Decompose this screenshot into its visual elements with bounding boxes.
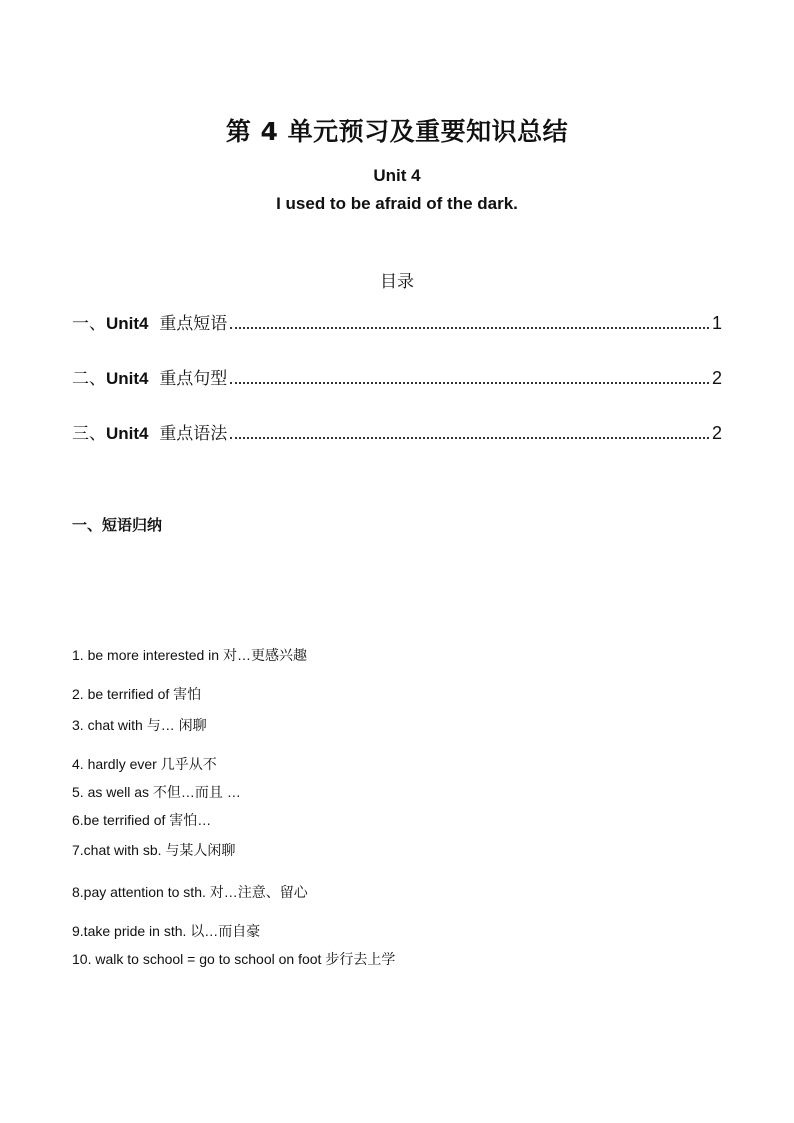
toc-page-number: 2: [711, 368, 722, 388]
toc-entry-label: 二、Unit4 重点句型: [72, 369, 228, 389]
toc-entry-label: 三、Unit4 重点语法: [72, 424, 228, 444]
toc-entry-label: 一、Unit4 重点短语: [72, 314, 228, 334]
toc-entry-3[interactable]: [72, 419, 722, 444]
toc-entry-1[interactable]: [72, 309, 722, 334]
phrase-item: 8.pay attention to sth. 对…注意、留心: [72, 884, 308, 900]
toc-entry-2[interactable]: [72, 364, 722, 389]
toc-leader-dots: [230, 381, 709, 384]
unit-number: Unit 4: [373, 166, 421, 185]
document-title: 第 4 单元预习及重要知识总结: [225, 117, 569, 146]
phrase-item: 2. be terrified of 害怕: [72, 686, 202, 702]
toc-leader-dots: [230, 436, 709, 439]
phrase-item: 5. as well as 不但…而且 …: [72, 784, 241, 800]
unit-title: I used to be afraid of the dark.: [276, 194, 518, 213]
phrase-item: 4. hardly ever 几乎从不: [72, 756, 217, 772]
phrase-item: 1. be more interested in 对…更感兴趣: [72, 647, 307, 663]
toc-heading: 目录: [380, 272, 414, 292]
phrase-item: 3. chat with 与… 闲聊: [72, 717, 207, 733]
toc-page-number: 1: [711, 313, 722, 333]
phrase-item: 9.take pride in sth. 以…而自豪: [72, 923, 261, 939]
phrase-item: 7.chat with sb. 与某人闲聊: [72, 842, 236, 858]
toc-leader-dots: [230, 326, 709, 329]
phrase-item: 10. walk to school = go to school on foot 步行去上学: [72, 951, 396, 967]
phrase-item: 6.be terrified of 害怕…: [72, 812, 212, 828]
section-heading-phrases: 一、短语归纳: [72, 516, 163, 534]
toc-page-number: 2: [711, 423, 722, 443]
